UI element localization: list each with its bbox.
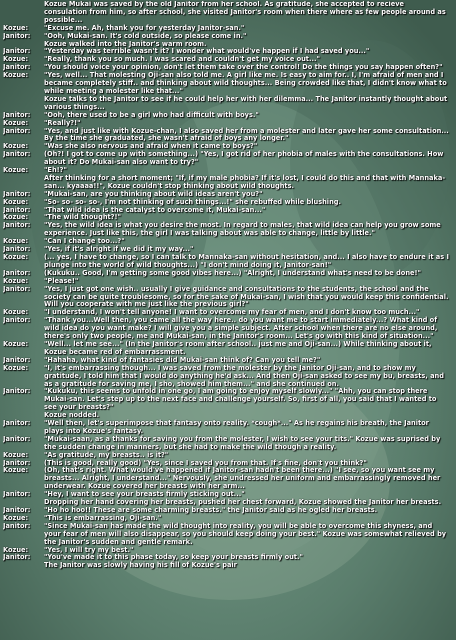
dialogue-text: (This is good, really good) "Yes, since I saved you from that. If's fine, don't you think?"	[44, 458, 367, 467]
speaker-label: Kozue:	[3, 166, 29, 175]
speaker-label: Janitor:	[3, 506, 31, 514]
dialogue-text: "Ho ho hoo!! These are some charming breasts." the Janitor said as he ogled her breasts.	[44, 506, 378, 514]
dialogue-text: "Yes, I just got one wish.. usually I give guidance and consultations to the students, the school and the society can be quite troublesome, so for the sake of Mukai-san, I wish that you would keep this confidential. Will you cooperate with me just like the previous girl?"	[44, 284, 449, 309]
dialogue-line	[3, 96, 455, 112]
dialogue-line	[3, 562, 455, 570]
dialogue-text: (Oh?! I got to come up with something...) "Yes, I got rid of her phobia of males with the consultations. How about it? Do Mukai-san also want to try?"	[44, 150, 444, 167]
speaker-label: Kozue:	[3, 253, 29, 261]
dialogue-line	[3, 436, 455, 452]
speaker-label: Kozue:	[3, 466, 29, 475]
dialogue-text: "Really, thank you so much. I was scared and couldn't get my voice out..."	[44, 55, 320, 64]
dialogue-text: "Excuse me. Ah, thank you for yesterday Janitor-san."	[44, 23, 245, 32]
speaker-label: Janitor:	[3, 150, 31, 159]
dialogue-text: "Kukuku, this seems to unfold in one go, I am going to enjoy myself slowly..." "Ahh, you can stop there Mukai-san. Let's step up to the next face and challenge yourself. So, first of all, you said that I wanted to see your breasts?"	[44, 387, 437, 412]
speaker-label: Janitor:	[3, 63, 31, 72]
dialogue-line	[3, 420, 455, 436]
dialogue-text: "Mukai-saan, as a thanks for saving you from the molester, I wish to see your tits." Kozue was suprised by the sudden change in manners, but she had to make the wild though a reality.	[44, 434, 441, 451]
speaker-label: Janitor:	[3, 387, 31, 396]
dialogue-text: Kozue nodded.	[44, 411, 100, 420]
dialogue-text: Kozue Mukai was saved by the old Janitor from her school. As gratitude, she accepted to recieve consulation from him, so after school, she visited Janitor's room when there where as few people around as possible...	[44, 1, 446, 24]
speaker-label: Janitor:	[3, 47, 31, 56]
dialogue-text: "I, it's embarrassing though... I was saved from the molester by the Janitor Oji-san, and to show my gratitude, I told him that I would do anything he'd ask... And then Oji-san asked to see my bu, breasts, and as a gratitude for saving me, I sho, showed him them..." and she continued on.	[44, 363, 444, 388]
dialogue-text: "Thank you...Well then, you came all the way here.. do you want me to start immediately...? What kind of wild idea do you want make? I will give you a simple subject. After school when there are no else around, there's only two people, me and Mukai-san, in the Janitor's room... Let's go with this kind of situation..."	[44, 316, 438, 341]
speaker-label: Janitor:	[3, 31, 31, 40]
speaker-label: Janitor:	[3, 316, 31, 325]
speaker-label: Janitor:	[3, 419, 31, 428]
speaker-label: Kozue:	[3, 339, 29, 348]
speaker-label: Janitor:	[3, 355, 31, 364]
speaker-label: Kozue:	[3, 55, 29, 64]
dialogue-line	[3, 175, 455, 191]
dialogue-text: "Ooh, there used to be a girl who had difficult with boys."	[44, 110, 259, 119]
dialogue-text: "Really?!"	[44, 118, 81, 127]
speaker-label: Janitor:	[3, 553, 31, 562]
dialogue-text: "You should voice your opinion, don't let them take over the control! Do the things you say happen often?"	[44, 63, 443, 72]
speaker-label: Kozue:	[3, 118, 29, 127]
speaker-label: Janitor:	[3, 284, 31, 293]
dialogue-text: "Hey, I want to see your breasts firmly sticking out..."	[44, 490, 245, 499]
dialogue-text: "Eh!?"	[44, 166, 67, 175]
speaker-label: Janitor:	[3, 245, 31, 254]
speaker-label: Kozue:	[3, 237, 29, 246]
dialogue-text: "Hahaha, what kind of fantasies did Mukai-san think of? Can you tell me?"	[44, 355, 321, 364]
dialogue-text: "Yes, if it's alright if we did it my way..."	[44, 245, 194, 254]
speaker-label: Kozue:	[3, 308, 29, 317]
speaker-label: Kozue:	[3, 276, 29, 285]
dialogue-line	[3, 151, 455, 167]
dialogue-text: "This is embarrassing, Oji-san."	[44, 513, 162, 522]
speaker-label: Kozue:	[3, 213, 29, 222]
speaker-label: Kozue:	[3, 71, 29, 80]
dialogue-line	[3, 317, 455, 341]
dialogue-line	[3, 365, 455, 389]
speaker-label: Janitor:	[3, 458, 31, 467]
dialogue-text: "Yes, and just like with Kozue-chan, I also saved her from a molester and later gave her some consultation... By the time she graduated, she wasn't afraid of boys any longer."	[44, 126, 449, 143]
dialogue-text: "Well then, let's superimpose that fantasy onto reality. *cough*..." As he regains his breath, the Janitor plays into Kozue's fantasy.	[44, 419, 429, 435]
dialogue-text: "Please!"	[44, 276, 79, 285]
speaker-label: Kozue:	[3, 513, 29, 522]
speaker-label: Janitor:	[3, 110, 31, 119]
dialogue-text: (Kukuku.. Good, I'm getting some good vibes here...) "Alright, I understand what's need to be done!"	[44, 268, 421, 277]
dialogue-text: After thinking for a short moment; "If, if my male phobia? If it's lost, I could do this and that with Mannaka-san... kyaaaa!!", Kozue couldn't stop thinking about wild thoughts.	[44, 173, 446, 190]
speaker-label: Kozue:	[3, 363, 29, 372]
speaker-label: Janitor:	[3, 268, 31, 277]
dialogue-text: "Yes, I will try my best."	[44, 545, 134, 554]
dialogue-text: Kozue walked into the Janitor's warm room.	[44, 39, 207, 48]
dialogue-line	[3, 523, 455, 547]
dialogue-line	[3, 467, 455, 491]
dialogue-line	[3, 222, 455, 238]
speaker-label: Kozue:	[3, 142, 29, 151]
dialogue-text: "That wild idea is the catalyst to overcome it, Mukai-san..."	[44, 205, 266, 214]
dialogue-text: "I understand, I won't tell anyone! I want to overcome my fear of men, and I don't know too much..."	[44, 308, 420, 317]
speaker-label: Kozue:	[3, 450, 29, 459]
dialogue-text: "Well... let me see..." (In the Janitor's room after school.. just me and Oji-san...) While thinking about it, Kozue became red of embarrassment.	[44, 339, 432, 356]
dialogue-text: "Yesterday was terrible wasn't it? I wonder what would've happen if I had saved you..."	[44, 47, 370, 56]
speaker-label: Janitor:	[3, 490, 31, 499]
dialogue-text: "Mukai-san, are you thinking about wild ideas aren't you?"	[44, 189, 263, 198]
dialogue-text: "Yes, well... That molesting Oji-san also told me. A girl like me. Is easy to aim for.. I, I'm afraid of men and I became completely stiff.. and thinking about wild thoughts... Being crowded like that, I didn't know what to while meeting a molester like that..."	[44, 71, 447, 95]
dialogue-text: "Can I change too...?"	[44, 237, 125, 246]
speaker-label: Kozue:	[3, 197, 29, 206]
dialogue-line	[3, 1, 455, 25]
dialogue-line	[3, 286, 455, 310]
dialogue-panel	[3, 1, 455, 639]
dialogue-text: (... yes, I have to change, so I can talk to Mannaka-san without hesitation, and... I also have to endure it as I plunge into the world of wild thoughts...) "I don't mind doing it, Janitor-san!"	[44, 253, 449, 269]
dialogue-line	[3, 254, 455, 270]
dialogue-text: "Yes, the wild idea is what you desire the most. In regard to males, that wild idea can help you grow some experience. Just like this, the girl I was talking about was able to change, little by little."	[44, 221, 441, 238]
dialogue-text: "Was she also nervous and afraid when it came to boys?"	[44, 142, 258, 151]
dialogue-text: Kozue talks to the Janitor to see if he could help her with her dilemma... The Janitor instantly thought about various things...	[44, 94, 448, 111]
dialogue-text: "As gratitude, my breasts.. is it?"	[44, 450, 169, 459]
dialogue-text: "The wild thought?!"	[44, 213, 121, 222]
speaker-label: Kozue:	[3, 23, 29, 32]
speaker-label: Janitor:	[3, 126, 31, 135]
dialogue-line	[3, 72, 455, 96]
dialogue-text: Dropping her hand covering her breasts, pushed her chest forward, Kozue showed the Janitor her breasts.	[44, 498, 442, 507]
dialogue-text: "Ooh, Mukai-san. It's cold outside, so please come in."	[44, 31, 247, 40]
dialogue-line	[3, 341, 455, 357]
dialogue-text: "Since Mukai-san has made the wild thought into reality, you will be able to overcome this shyness, and your fear of men will also disappear, so you should keep doing your best." Kozue was somewhat relieved by the Janitor's sudden and gentle remark.	[44, 521, 447, 546]
speaker-label: Janitor:	[3, 521, 31, 530]
dialogue-text: "You've made it to this phase today, so keep your breasts firmly out."	[44, 553, 303, 562]
speaker-label: Kozue:	[3, 545, 29, 554]
speaker-label: Janitor:	[3, 205, 31, 214]
speaker-label: Janitor:	[3, 189, 31, 198]
speaker-label: Janitor:	[3, 221, 31, 230]
dialogue-line	[3, 128, 455, 144]
speaker-label: Janitor:	[3, 434, 31, 443]
dialogue-text: (Oh, that's right. What would've happened if Janitor-san hadn't been there...) "I see, so you want see my breasts... Alright, I understand..." Nervously, she undressed her uniform and embarrassingly removed her underwear. Kozue covered her breasts with her arm...	[44, 466, 441, 491]
dialogue-text: The Janitor was slowly having his fill of Kozue's pair	[44, 561, 237, 570]
dialogue-line	[3, 388, 455, 412]
dialogue-text: "So- so- so- so-, I'm not thinking of such things...!" she rebuffed while blushing.	[44, 197, 341, 206]
